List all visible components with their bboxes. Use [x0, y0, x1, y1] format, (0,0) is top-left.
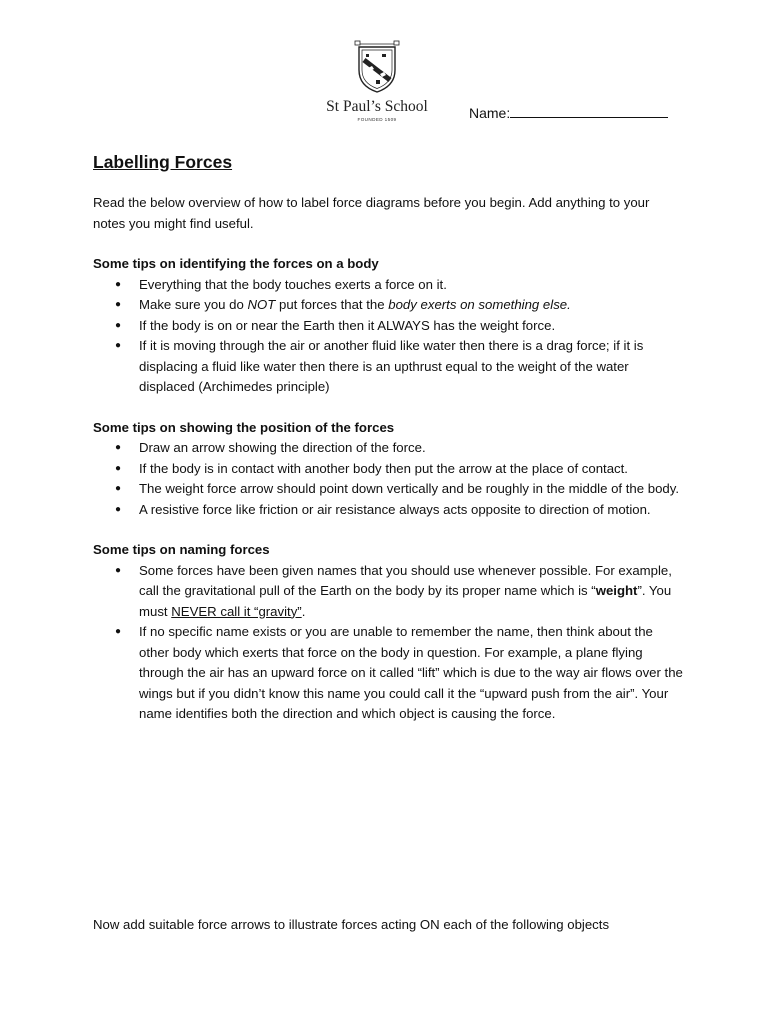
founded-text: FOUNDED 1509: [357, 117, 397, 122]
list-item: ● If the body is in contact with another body then put the arrow at the place of contact.: [93, 459, 683, 480]
text-run: Make sure you do: [139, 297, 248, 312]
emphasis-not: NOT: [247, 297, 276, 312]
bullet-list-position: [93, 438, 683, 520]
text-run: ”. You must: [139, 583, 672, 619]
section-heading-naming: Some tips on naming forces: [93, 542, 270, 557]
document-title: Labelling Forces: [93, 152, 233, 172]
list-item: [93, 295, 683, 316]
name-field[interactable]: [469, 103, 668, 121]
document-header: [0, 0, 768, 135]
list-item: ● If the body is on or near the Earth then it ALWAYS has the weight force.: [93, 316, 683, 337]
section-heading-position: Some tips on showing the position of the forces: [93, 419, 395, 435]
school-name: St Paul’s School: [326, 98, 428, 115]
intro-paragraph: Read the below overview of how to label force diagrams before you begin. Add anything to your notes you might find useful.: [93, 195, 650, 231]
list-item: ● If it is moving through the air or another fluid like water then there is a drag force; if it is displacing a fluid like water then there is an upthrust equal to the weight of the water displaced (Archimedes principle): [93, 336, 683, 398]
list-item: [93, 561, 683, 623]
text-run: Some forces have been given names that you should use whenever possible. For example, call the gravitational pull of the Earth on the body by its proper name which is “: [139, 562, 672, 598]
emphasis-body-exerts: body exerts on something else.: [388, 297, 571, 312]
name-blank-line[interactable]: [510, 103, 668, 118]
text-run: put forces that the: [275, 297, 389, 312]
bullet-list-naming: [93, 561, 683, 725]
final-instruction: Now add suitable force arrows to illustrate forces acting ON each of the following objects: [93, 917, 610, 932]
bullet-list-identifying: [93, 275, 683, 398]
bold-weight: weight: [595, 583, 638, 598]
list-item: ● If no specific name exists or you are unable to remember the name, then think about the other body which exerts that force on the body in question. For example, a plane flying through the air has an upward force on it called “lift” which is due to the way air flows over the wings but if you didn’t know this name you could call it the “upward push from the air”. Your name identifies both the direction and which object is causing the force.: [93, 622, 683, 725]
text-run: .: [301, 603, 306, 619]
list-item: ● Everything that the body touches exerts a force on it.: [93, 275, 683, 296]
section-heading-identifying: Some tips on identifying the forces on a body: [93, 256, 379, 271]
school-logo: [318, 40, 436, 128]
name-label: Name:: [469, 105, 511, 121]
document-body: [93, 150, 683, 745]
underlined-never-gravity: NEVER call it “gravity”: [171, 603, 302, 619]
list-item: ● A resistive force like friction or air resistance always acts opposite to direction of motion.: [93, 500, 683, 521]
list-item: ● The weight force arrow should point down vertically and be roughly in the middle of the body.: [93, 479, 683, 500]
list-item: ● Draw an arrow showing the direction of the force.: [93, 438, 683, 459]
school-crest-icon: [352, 40, 402, 94]
